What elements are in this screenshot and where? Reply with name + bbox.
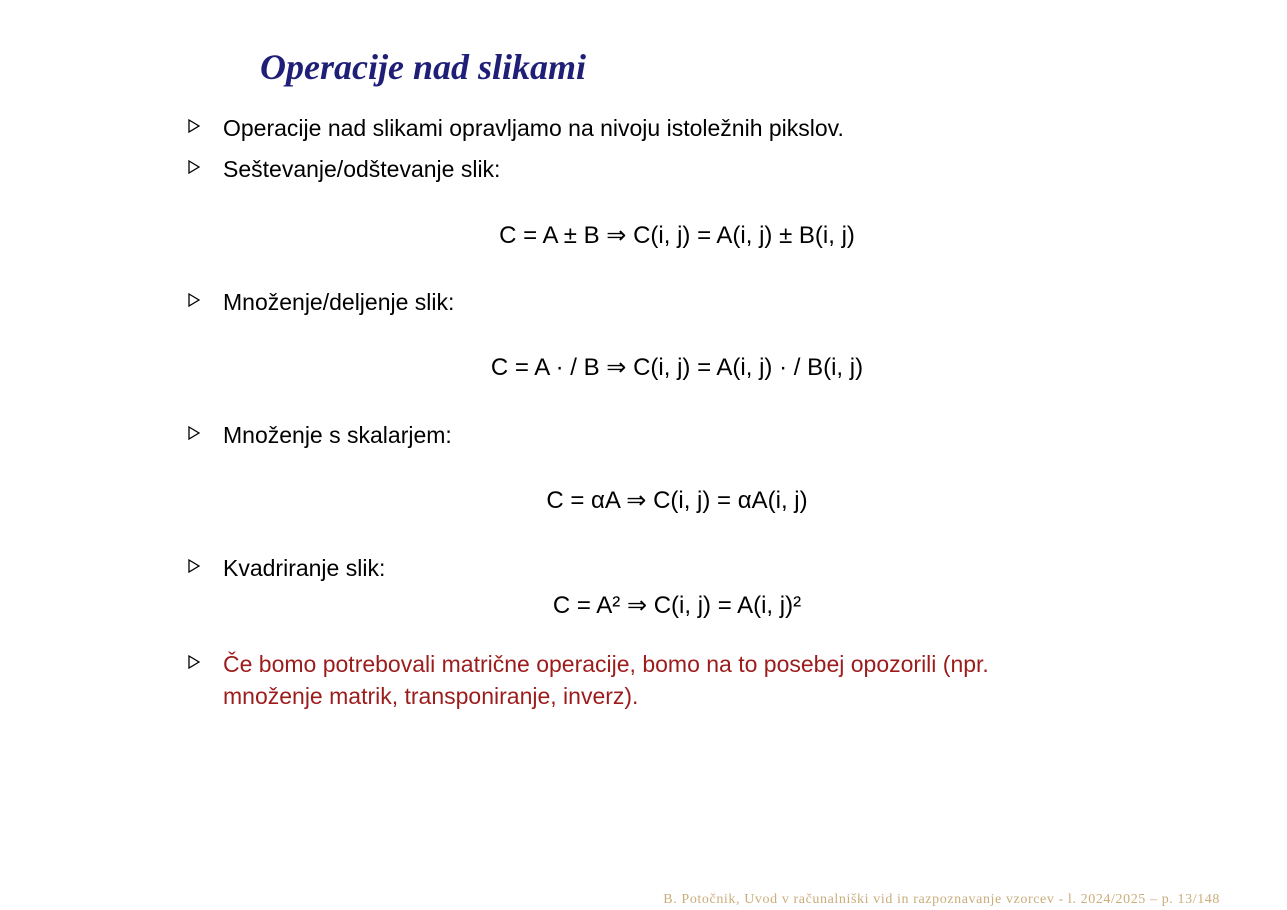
slide-title: Operacije nad slikami: [260, 47, 586, 87]
bullet-text: Množenje s skalarjem:: [223, 422, 452, 448]
triangle-bullet-icon: [188, 426, 200, 440]
bullet-text: Operacije nad slikami opravljamo na nivoju istoležnih pikslov.: [223, 115, 844, 141]
triangle-bullet-icon: [188, 655, 200, 669]
bullet-text: Seštevanje/odštevanje slik:: [223, 156, 501, 182]
bullet-text: Množenje/deljenje slik:: [223, 289, 455, 315]
triangle-bullet-icon: [188, 119, 200, 133]
bullet-text: Kvadriranje slik:: [223, 555, 386, 581]
slide-footer: B. Potočnik, Uvod v računalniški vid in razpoznavanje vzorcev - l. 2024/2025 – p. 13/148: [663, 892, 1220, 907]
triangle-bullet-icon: [188, 293, 200, 307]
formula-scalar: C = αA ⇒ C(i, j) = αA(i, j): [546, 487, 808, 514]
triangle-bullet-icon: [188, 160, 200, 174]
formula-add-subtract: C = A ± B ⇒ C(i, j) = A(i, j) ± B(i, j): [499, 222, 855, 249]
formula-square: C = A² ⇒ C(i, j) = A(i, j)²: [552, 592, 802, 619]
triangle-bullet-icon: [188, 559, 200, 573]
formula-multiply-divide: C = A · / B ⇒ C(i, j) = A(i, j) · / B(i, j): [490, 354, 864, 381]
bullet-text: Če bomo potrebovali matrične operacije, bomo na to posebej opozorili (npr. množenje matrik, transponiranje, inverz).: [223, 651, 989, 709]
